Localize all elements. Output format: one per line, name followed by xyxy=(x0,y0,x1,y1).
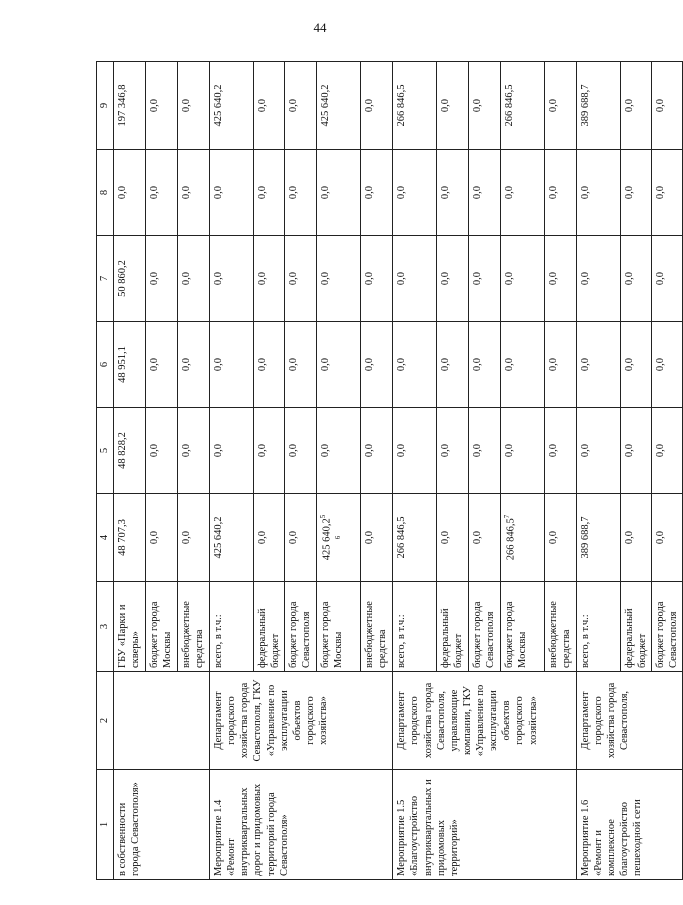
amount-value: 0,0 xyxy=(149,271,160,286)
amount-cell xyxy=(285,408,317,494)
amount-cell xyxy=(393,236,437,322)
amount-cell xyxy=(146,62,178,150)
footnote-mark: 6 xyxy=(333,535,342,540)
page-number: 44 xyxy=(313,20,327,35)
amount-cell xyxy=(393,408,437,494)
amount-value: 0,0 xyxy=(213,443,224,458)
funding-source-cell: всего, в т.ч.: xyxy=(393,582,437,672)
amount-cell xyxy=(437,494,468,582)
amount-value: 425 640,2 xyxy=(213,84,224,127)
amount-value: 0,0 xyxy=(117,185,128,200)
amount-value: 0,0 xyxy=(396,185,408,200)
amount-value: 0,0 xyxy=(364,185,376,200)
amount-cell xyxy=(254,408,285,494)
amount-value: 0,0 xyxy=(440,443,452,458)
amount-value: 0,0 xyxy=(471,357,483,372)
amount-cell xyxy=(285,62,317,150)
amount-cell xyxy=(393,62,437,150)
funding-source-cell: всего, в т.ч.: xyxy=(210,582,254,672)
amount-cell xyxy=(651,236,682,322)
amount-value: 0,0 xyxy=(547,530,559,545)
amount-cell xyxy=(468,408,500,494)
amount-cell xyxy=(317,150,361,236)
amount-cell xyxy=(651,408,682,494)
amount-cell xyxy=(114,236,146,322)
amount-cell xyxy=(285,236,317,322)
amount-value: 0,0 xyxy=(257,271,268,286)
table-row xyxy=(210,62,254,880)
amount-value: 425 640,2 xyxy=(320,84,332,127)
column-number: 7 xyxy=(97,236,114,322)
amount-cell xyxy=(114,408,146,494)
funding-source-cell: всего, в т.ч.: xyxy=(576,582,620,672)
amount-value: 266 846,5 xyxy=(505,518,516,561)
activity-cell: Мероприятие 1.6 «Ремонт и комплексное благоустройство пешеходной сети xyxy=(576,770,683,880)
amount-cell xyxy=(437,322,468,408)
funding-source-cell: внебюджетные средства xyxy=(178,582,210,672)
amount-cell xyxy=(254,62,285,150)
amount-cell xyxy=(317,236,361,322)
amount-cell xyxy=(393,322,437,408)
column-number: 2 xyxy=(97,672,114,770)
amount-cell xyxy=(146,150,178,236)
amount-cell xyxy=(146,322,178,408)
funding-source-cell: бюджет города Москвы xyxy=(317,582,361,672)
amount-value: 0,0 xyxy=(364,530,376,545)
column-number: 3 xyxy=(97,582,114,672)
amount-value: 0,0 xyxy=(579,271,591,286)
amount-cell xyxy=(285,150,317,236)
amount-cell xyxy=(361,494,393,582)
amount-cell xyxy=(254,494,285,582)
amount-value: 0,0 xyxy=(471,271,483,286)
amount-value: 0,0 xyxy=(579,443,591,458)
amount-value: 389 688,7 xyxy=(579,84,591,127)
amount-cell xyxy=(393,150,437,236)
amount-value: 0,0 xyxy=(503,271,515,286)
amount-cell xyxy=(437,408,468,494)
amount-value: 0,0 xyxy=(181,271,192,286)
amount-value: 0,0 xyxy=(364,271,376,286)
amount-cell xyxy=(114,150,146,236)
amount-cell xyxy=(393,494,437,582)
table-row xyxy=(114,62,146,880)
amount-value: 0,0 xyxy=(440,357,452,372)
amount-cell xyxy=(620,236,651,322)
column-number: 6 xyxy=(97,322,114,408)
amount-value: 0,0 xyxy=(288,443,300,458)
footnote-mark: 5 xyxy=(319,514,328,519)
amount-value: 0,0 xyxy=(471,530,483,545)
funding-source-cell: внебюджетные средства xyxy=(361,582,393,672)
amount-value: 0,0 xyxy=(471,185,483,200)
amount-value: 0,0 xyxy=(471,443,483,458)
amount-value: 0,0 xyxy=(503,357,515,372)
amount-cell xyxy=(576,236,620,322)
amount-value: 266 846,5 xyxy=(503,84,515,127)
amount-cell xyxy=(317,408,361,494)
amount-cell xyxy=(178,408,210,494)
amount-value: 0,0 xyxy=(288,271,300,286)
amount-cell xyxy=(468,150,500,236)
amount-value: 48 951,1 xyxy=(117,346,128,383)
amount-value: 50 860,2 xyxy=(117,260,128,297)
amount-cell xyxy=(544,150,576,236)
amount-cell xyxy=(361,408,393,494)
amount-value: 0,0 xyxy=(257,530,268,545)
amount-cell xyxy=(620,322,651,408)
amount-cell xyxy=(146,494,178,582)
amount-cell xyxy=(620,62,651,150)
amount-value: 0,0 xyxy=(213,185,224,200)
amount-cell xyxy=(437,62,468,150)
amount-value: 0,0 xyxy=(257,98,268,113)
amount-cell xyxy=(544,408,576,494)
column-number: 5 xyxy=(97,408,114,494)
amount-value: 0,0 xyxy=(257,357,268,372)
amount-cell xyxy=(114,62,146,150)
amount-cell xyxy=(317,322,361,408)
amount-value: 0,0 xyxy=(547,357,559,372)
amount-value: 0,0 xyxy=(288,357,300,372)
amount-value: 425 640,2 xyxy=(321,518,333,561)
amount-cell xyxy=(620,150,651,236)
amount-cell xyxy=(500,322,544,408)
table-row xyxy=(576,62,620,880)
amount-cell xyxy=(468,494,500,582)
funding-source-cell: бюджет города Севастополя xyxy=(468,582,500,672)
executor-cell: Департамент городского хозяйства города Севастополя, ГКУ «Управление по эксплуатации объектов городского хозяйства» xyxy=(210,672,393,770)
amount-cell xyxy=(544,236,576,322)
amount-value: 48 828,2 xyxy=(117,432,128,469)
amount-value: 0,0 xyxy=(547,98,559,113)
executor-cell: Департамент городского хозяйства города Севастополя, управляющие компании, ГКУ «Управление по эксплуатации объектов городского хозяйства» xyxy=(393,672,576,770)
amount-value: 0,0 xyxy=(547,271,559,286)
amount-value: 197 346,8 xyxy=(117,84,128,127)
amount-value: 0,0 xyxy=(181,443,192,458)
funding-source-cell: федеральный бюджет xyxy=(620,582,651,672)
amount-value: 0,0 xyxy=(623,357,635,372)
amount-value: 0,0 xyxy=(364,357,376,372)
column-number: 8 xyxy=(97,150,114,236)
amount-value: 0,0 xyxy=(440,185,452,200)
amount-value: 425 640,2 xyxy=(213,516,224,559)
amount-value: 266 846,5 xyxy=(396,516,408,559)
funding-source-cell: федеральный бюджет xyxy=(254,582,285,672)
amount-cell xyxy=(317,62,361,150)
amount-value: 0,0 xyxy=(547,185,559,200)
amount-value: 0,0 xyxy=(623,185,635,200)
amount-value: 0,0 xyxy=(288,98,300,113)
funding-source-cell: бюджет города Севастополя xyxy=(285,582,317,672)
amount-cell xyxy=(254,322,285,408)
amount-value: 0,0 xyxy=(288,185,300,200)
funding-source-cell: внебюджетные средства xyxy=(544,582,576,672)
amount-value: 0,0 xyxy=(654,185,666,200)
amount-cell xyxy=(468,62,500,150)
amount-value: 0,0 xyxy=(579,185,591,200)
amount-cell xyxy=(576,494,620,582)
amount-cell xyxy=(620,408,651,494)
amount-value: 0,0 xyxy=(654,271,666,286)
amount-cell xyxy=(500,408,544,494)
amount-cell xyxy=(114,494,146,582)
funding-source-cell: бюджет города Севастополя xyxy=(651,582,682,672)
amount-value: 0,0 xyxy=(364,98,376,113)
amount-value: 0,0 xyxy=(440,98,452,113)
amount-value: 266 846,5 xyxy=(396,84,408,127)
amount-cell xyxy=(651,322,682,408)
amount-cell xyxy=(114,322,146,408)
activity-cell: Мероприятие 1.4 «Ремонт внутриквартальных дорог и придомовых территорий города Севастополя» xyxy=(210,770,393,880)
footnote-mark: 7 xyxy=(502,514,511,519)
amount-value: 0,0 xyxy=(181,530,192,545)
amount-cell xyxy=(317,494,361,582)
column-number: 1 xyxy=(97,770,114,880)
amount-value: 0,0 xyxy=(471,98,483,113)
amount-value: 0,0 xyxy=(149,98,160,113)
amount-cell xyxy=(361,150,393,236)
column-number-row xyxy=(97,62,114,880)
amount-value: 0,0 xyxy=(579,357,591,372)
amount-value: 0,0 xyxy=(440,530,452,545)
amount-cell xyxy=(500,494,544,582)
amount-value: 0,0 xyxy=(623,271,635,286)
amount-cell xyxy=(576,408,620,494)
amount-cell xyxy=(500,236,544,322)
amount-cell xyxy=(210,62,254,150)
amount-value: 0,0 xyxy=(149,443,160,458)
budget-table xyxy=(96,61,683,880)
amount-cell xyxy=(620,494,651,582)
amount-value: 0,0 xyxy=(623,98,635,113)
amount-value: 0,0 xyxy=(149,530,160,545)
amount-value: 0,0 xyxy=(654,443,666,458)
amount-value: 0,0 xyxy=(257,185,268,200)
amount-cell xyxy=(651,150,682,236)
amount-cell xyxy=(146,408,178,494)
amount-cell xyxy=(576,322,620,408)
amount-cell xyxy=(651,494,682,582)
amount-cell xyxy=(178,150,210,236)
amount-cell xyxy=(437,236,468,322)
amount-value: 0,0 xyxy=(396,271,408,286)
funding-source-cell: федеральный бюджет xyxy=(437,582,468,672)
table-row xyxy=(393,62,437,880)
amount-value: 0,0 xyxy=(288,530,300,545)
amount-value: 0,0 xyxy=(396,443,408,458)
amount-value: 389 688,7 xyxy=(579,516,591,559)
amount-cell xyxy=(651,62,682,150)
amount-cell xyxy=(500,62,544,150)
amount-cell xyxy=(285,494,317,582)
amount-cell xyxy=(437,150,468,236)
amount-value: 0,0 xyxy=(320,443,332,458)
amount-cell xyxy=(178,62,210,150)
column-number: 4 xyxy=(97,494,114,582)
amount-cell xyxy=(210,494,254,582)
activity-cell: в собственности города Севастополя» xyxy=(114,770,210,880)
amount-value: 0,0 xyxy=(503,185,515,200)
amount-value: 0,0 xyxy=(503,443,515,458)
amount-value: 0,0 xyxy=(654,357,666,372)
amount-cell xyxy=(361,62,393,150)
amount-cell xyxy=(544,62,576,150)
amount-cell xyxy=(210,322,254,408)
amount-value: 0,0 xyxy=(654,98,666,113)
amount-cell xyxy=(576,150,620,236)
column-number: 9 xyxy=(97,62,114,150)
amount-cell xyxy=(468,236,500,322)
amount-cell xyxy=(210,408,254,494)
amount-value: 0,0 xyxy=(654,530,666,545)
amount-value: 0,0 xyxy=(181,185,192,200)
funding-source-cell: ГБУ «Парки и скверы» xyxy=(114,582,146,672)
amount-cell xyxy=(576,62,620,150)
amount-cell xyxy=(254,236,285,322)
amount-cell xyxy=(468,322,500,408)
rotated-table-container xyxy=(96,62,679,880)
amount-value: 0,0 xyxy=(320,357,332,372)
amount-cell xyxy=(210,150,254,236)
amount-value: 0,0 xyxy=(181,357,192,372)
amount-value: 0,0 xyxy=(396,357,408,372)
amount-cell xyxy=(178,236,210,322)
amount-cell xyxy=(361,322,393,408)
amount-cell xyxy=(254,150,285,236)
amount-value: 0,0 xyxy=(320,185,332,200)
funding-source-cell: бюджет города Москвы xyxy=(146,582,178,672)
amount-value: 0,0 xyxy=(364,443,376,458)
amount-value: 0,0 xyxy=(257,443,268,458)
amount-value: 0,0 xyxy=(213,271,224,286)
executor-cell xyxy=(114,672,210,770)
amount-value: 0,0 xyxy=(320,271,332,286)
amount-value: 0,0 xyxy=(440,271,452,286)
amount-cell xyxy=(500,150,544,236)
amount-cell xyxy=(544,494,576,582)
activity-cell: Мероприятие 1.5 «Благоустройство внутриквартальных и придомовых территорий» xyxy=(393,770,576,880)
funding-source-cell: бюджет города Москвы xyxy=(500,582,544,672)
amount-value: 0,0 xyxy=(149,185,160,200)
amount-cell xyxy=(285,322,317,408)
amount-value: 0,0 xyxy=(623,530,635,545)
amount-value: 0,0 xyxy=(623,443,635,458)
amount-cell xyxy=(361,236,393,322)
amount-value: 0,0 xyxy=(149,357,160,372)
amount-value: 0,0 xyxy=(213,357,224,372)
amount-value: 48 707,3 xyxy=(117,519,128,556)
amount-cell xyxy=(178,322,210,408)
amount-value: 0,0 xyxy=(181,98,192,113)
amount-cell xyxy=(178,494,210,582)
amount-value: 0,0 xyxy=(547,443,559,458)
amount-cell xyxy=(146,236,178,322)
amount-cell xyxy=(544,322,576,408)
amount-cell xyxy=(210,236,254,322)
executor-cell: Департамент городского хозяйства города Севастополя, xyxy=(576,672,683,770)
